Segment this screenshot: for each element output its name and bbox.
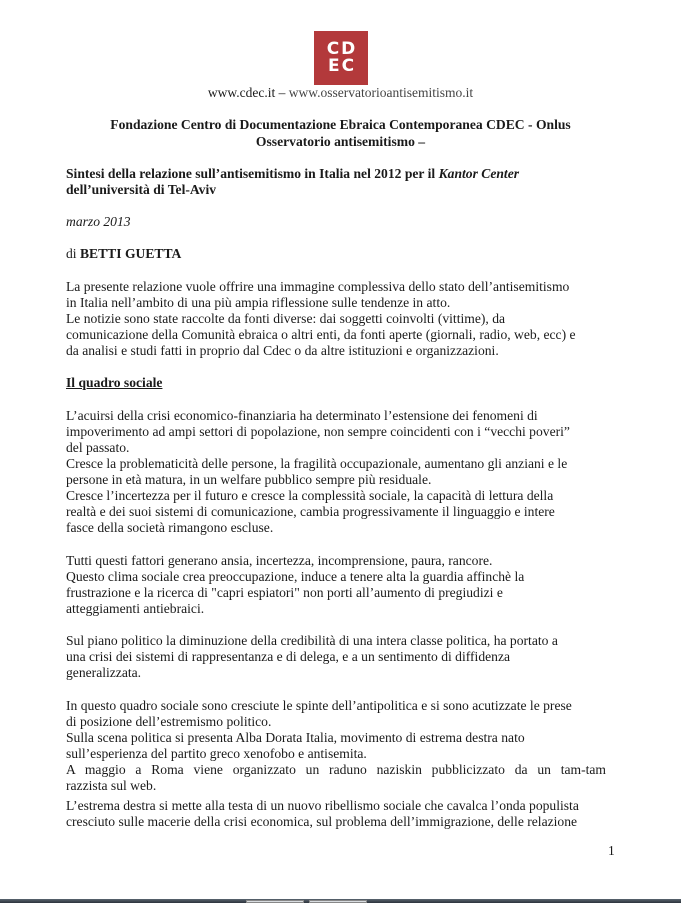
para2-line: atteggiamenti antiebraici. xyxy=(66,601,205,616)
para2-line: Tutti questi fattori generano ansia, incertezza, incomprensione, paura, rancore. xyxy=(66,553,493,568)
logo-line-1: CD xyxy=(326,39,358,59)
para1-line: del passato. xyxy=(66,440,130,455)
para1-line: persone in età matura, in un welfare pubblico sempre più residuale. xyxy=(66,472,432,487)
para5-line: cresciuto sulle macerie della crisi economica, sul problema dell’immigrazione, delle relazione xyxy=(66,814,578,829)
intro-line: da analisi e studi fatti in proprio dal Cdec o da altre istituzioni e organizzazioni. xyxy=(66,343,499,358)
para1-line: Cresce la problematicità delle persone, la fragilità occupazionale, aumentano gli anziani e le xyxy=(66,456,568,471)
author-prefix: di xyxy=(66,246,80,261)
page-number: 1 xyxy=(608,843,615,858)
para1-line: impoverimento ad ampi settori di popolazione, non sempre coincidenti con i “vecchi poveri” xyxy=(66,424,570,439)
org-name: Fondazione Centro di Documentazione Ebraica Contemporanea CDEC - Onlus xyxy=(110,117,571,132)
para1-line: L’acuirsi della crisi economico-finanziaria ha determinato l’estensione dei fenomeni di xyxy=(66,408,538,423)
para3-line: una crisi dei sistemi di rappresentanza e di delega, e a un sentimento di diffidenza xyxy=(66,649,511,664)
para2-line: frustrazione e la ricerca di "capri espiatori" non porti all’aumento di pregiudizi e xyxy=(66,585,503,600)
para1-line: realtà e dei suoi sistemi di comunicazione, cambia progressivamente il linguaggio e intere xyxy=(66,504,555,519)
para4-line: sull’esperienza del partito greco xenofobo e antisemita. xyxy=(66,746,367,761)
author-name: BETTI GUETTA xyxy=(79,246,182,261)
document-date: marzo 2013 xyxy=(66,214,131,229)
para3-line: generalizzata. xyxy=(66,665,142,680)
para4-line: razzista sul web. xyxy=(66,778,157,793)
cdec-logo xyxy=(314,31,368,85)
title-text: Sintesi della relazione sull’antisemitismo in Italia nel 2012 per il xyxy=(66,166,439,181)
para4-line: In questo quadro sociale sono cresciute le spinte dell’antipolitica e si sono acutizzate le prese xyxy=(66,698,572,713)
author-line xyxy=(66,246,181,262)
section-heading: Il quadro sociale xyxy=(66,375,163,390)
title-kantor-center: Kantor Center xyxy=(438,166,520,181)
para1-line: Cresce l’incertezza per il futuro e cresce la complessità sociale, la capacità di lettura della xyxy=(66,488,554,503)
intro-line: in Italia nell’ambito di una più ampia riflessione sulle tendenze in atto. xyxy=(66,295,451,310)
document-title xyxy=(66,166,519,182)
header-urls xyxy=(0,85,681,101)
intro-line: La presente relazione vuole offrire una immagine complessiva dello stato dell’antisemitismo xyxy=(66,279,570,294)
para4-line: di posizione dell’estremismo politico. xyxy=(66,714,272,729)
para1-line: fasce della società rimangono escluse. xyxy=(66,520,274,535)
url-separator: – xyxy=(275,85,289,100)
para4-line: A maggio a Roma viene organizzato un raduno naziskin pubblicizzato da un tam-tam xyxy=(66,762,606,777)
para5-line: L’estrema destra si mette alla testa di un nuovo ribellismo sociale che cavalca l’onda populista xyxy=(66,798,579,813)
logo-line-2: EC xyxy=(327,56,357,76)
org-subtitle: Osservatorio antisemitismo – xyxy=(255,134,426,149)
url-osservatorio[interactable]: www.osservatorioantisemitismo.it xyxy=(288,85,474,100)
para3-line: Sul piano politico la diminuzione della credibilità di una intera classe politica, ha portato a xyxy=(66,633,558,648)
para4-line: Sulla scena politica si presenta Alba Dorata Italia, movimento di estrema destra nato xyxy=(66,730,525,745)
para2-line: Questo clima sociale crea preoccupazione, induce a tenere alta la guardia affinchè la xyxy=(66,569,525,584)
intro-line: comunicazione della Comunità ebraica o altri enti, da fonti aperte (giornali, radio, web, ecc) e xyxy=(66,327,576,342)
intro-line: Le notizie sono state raccolte da fonti diverse: dai soggetti coinvolti (vittime), da xyxy=(66,311,506,326)
url-cdec[interactable]: www.cdec.it xyxy=(207,85,276,100)
document-title-line-2: dell’università di Tel-Aviv xyxy=(66,182,217,197)
taskbar xyxy=(0,899,681,903)
